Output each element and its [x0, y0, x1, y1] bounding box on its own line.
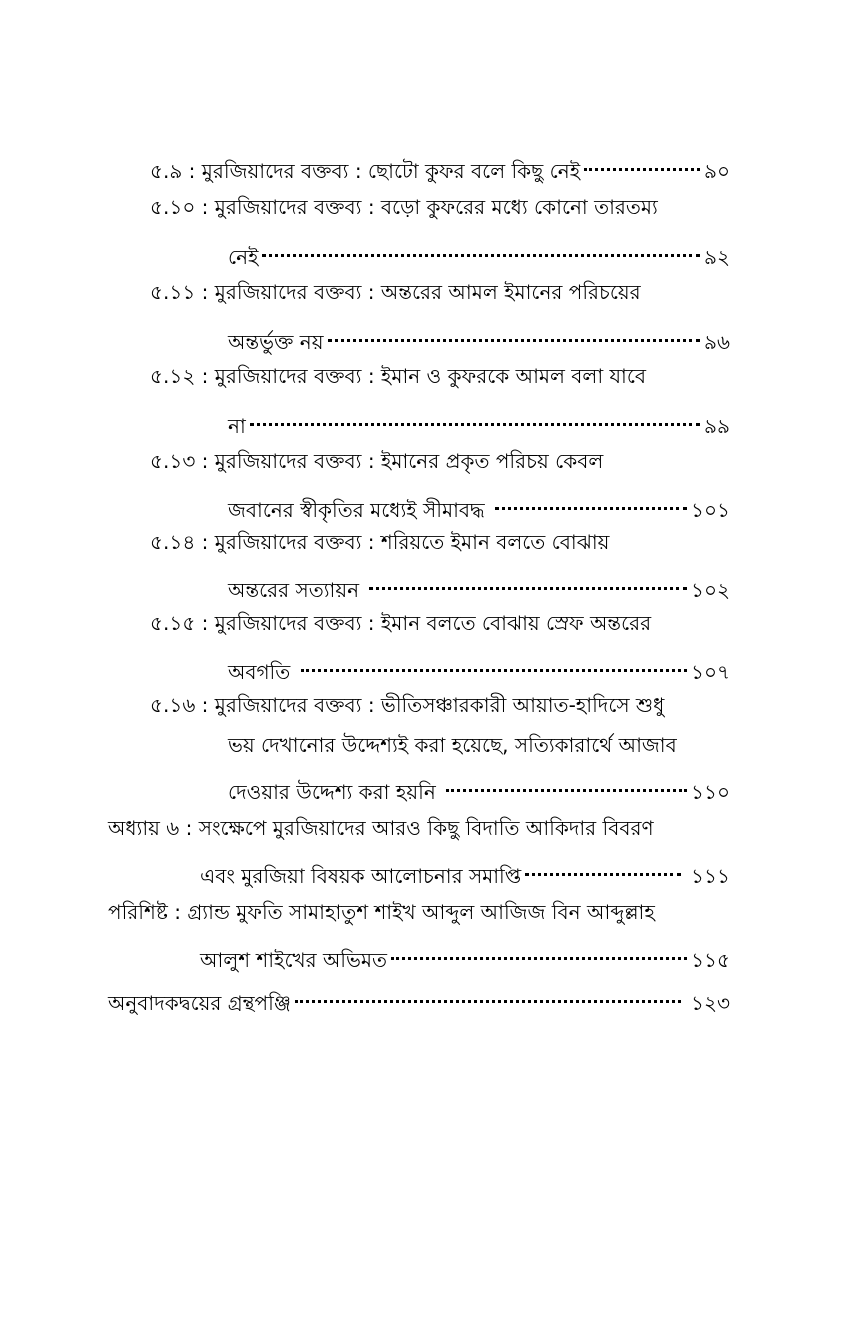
- toc-page-number: ১২৩: [684, 991, 730, 1015]
- toc-line: [150, 446, 730, 476]
- toc-line: [150, 192, 730, 222]
- toc-line: [228, 567, 730, 602]
- toc-entry-title-continued: ভয় দেখানোর উদ্দেশ্যই করা হয়েছে, সত্যিকারার্থে আজাব: [228, 733, 677, 757]
- toc-page-number: ৯০: [704, 159, 730, 183]
- toc-entry-label: ৫.১১ :: [150, 280, 215, 304]
- toc-entry-title-continued: আলুশ শাইখের অভিমত: [200, 948, 388, 972]
- dot-leader: [262, 234, 700, 264]
- toc-entry-title-continued: জবানের স্বীকৃতির মধ্যেই সীমাবদ্ধ: [228, 498, 492, 522]
- toc-entry-title: মুরজিয়াদের বক্তব্য : ছোটো কুফর বলে কিছু নেই: [201, 159, 581, 183]
- toc-page-number: ১০৭: [691, 660, 730, 684]
- toc-entry-label: ৫.১৪ :: [150, 530, 215, 554]
- toc-entry-title: মুরজিয়াদের বক্তব্য : ভীতিসঞ্চারকারী আয়াত-হাদিসে শুধু: [214, 693, 665, 717]
- toc-entry-label: ৫.১০ :: [150, 195, 215, 219]
- toc-page-number: ১০১: [691, 498, 730, 522]
- toc-entry-title-continued: না: [228, 414, 246, 438]
- toc-entry-label: ৫.৯ :: [150, 159, 202, 183]
- toc-line: [108, 980, 730, 1015]
- dot-leader: [250, 403, 700, 433]
- toc-line: [150, 361, 730, 391]
- toc-line: [150, 608, 730, 638]
- toc-entry-title-continued: দেওয়ার উদ্দেশ্য করা হয়নি: [228, 780, 443, 804]
- toc-line: [200, 853, 730, 888]
- toc-entry-label: ৫.১৫ :: [150, 611, 215, 635]
- toc-entry-title-continued: নেই: [228, 245, 259, 269]
- dot-leader: [525, 853, 680, 883]
- toc-line: [228, 730, 730, 760]
- toc-entry-title: মুরজিয়াদের বক্তব্য : ইমানের প্রকৃত পরিচয় কেবল: [214, 449, 604, 473]
- toc-entry-title-continued: এবং মুরজিয়া বিষয়ক আলোচনার সমাপ্তি: [200, 864, 522, 888]
- toc-entry-title: মুরজিয়াদের বক্তব্য : বড়ো কুফরের মধ্যে কোনো তারতম্য: [214, 195, 658, 219]
- toc-page-number: ১১১: [684, 864, 730, 888]
- toc-page-number: ১০২: [691, 578, 730, 602]
- toc-entry-title: মুরজিয়াদের বক্তব্য : শরিয়তে ইমান বলতে বোঝায়: [214, 530, 610, 554]
- dot-leader: [369, 567, 687, 597]
- toc-line: [228, 649, 730, 684]
- toc-entry-label: ৫.১২ :: [150, 364, 215, 388]
- dot-leader: [391, 937, 687, 967]
- toc-line: [150, 690, 730, 720]
- toc-entry-label: ৫.১৬ :: [150, 693, 215, 717]
- toc-entry-title: অনুবাদকদ্বয়ের গ্রন্থপঞ্জি: [108, 991, 291, 1015]
- toc-line: [228, 319, 730, 354]
- toc-page-number: ৯৯: [704, 414, 730, 438]
- toc-line: [200, 937, 730, 972]
- dot-leader: [328, 319, 701, 349]
- toc-page-number: ৯২: [704, 245, 730, 269]
- toc-entry-title: মুরজিয়াদের বক্তব্য : ইমান বলতে বোঝায় স্রেফ অন্তরের: [214, 611, 652, 635]
- toc-page-number: ১১০: [691, 780, 730, 804]
- dot-leader: [584, 148, 700, 178]
- dot-leader: [446, 769, 687, 799]
- toc-entry-label: ৫.১৩ :: [150, 449, 215, 473]
- toc-line: [150, 148, 730, 183]
- toc-entry-label: অধ্যায় ৬ :: [108, 816, 199, 840]
- toc-line: [228, 403, 730, 438]
- toc-entry-title-continued: অন্তর্ভুক্ত নয়: [228, 330, 324, 354]
- dot-leader: [295, 980, 681, 1010]
- toc-line: [228, 234, 730, 269]
- dot-leader: [301, 649, 687, 679]
- toc-entry-title: সংক্ষেপে মুরজিয়াদের আরও কিছু বিদাতি আকিদার বিবরণ: [198, 816, 654, 840]
- toc-entry-title: মুরজিয়াদের বক্তব্য : ইমান ও কুফরকে আমল বলা যাবে: [214, 364, 646, 388]
- toc-line: [108, 813, 730, 843]
- toc-line: [228, 769, 730, 804]
- toc-entry-title: মুরজিয়াদের বক্তব্য : অন্তরের আমল ইমানের পরিচয়ের: [214, 280, 641, 304]
- toc-page-number: ৯৬: [704, 330, 730, 354]
- toc-entry-label: পরিশিষ্ট :: [108, 900, 188, 924]
- toc-line: [108, 897, 730, 927]
- dot-leader: [495, 487, 687, 517]
- toc-line: [150, 527, 730, 557]
- toc-entry-title-continued: অন্তরের সত্যায়ন: [228, 578, 366, 602]
- toc-line: [150, 277, 730, 307]
- toc-line: [228, 487, 730, 522]
- toc-entry-title: গ্র্যান্ড মুফতি সামাহাতুশ শাইখ আব্দুল আজিজ বিন আব্দুল্লাহ: [187, 900, 655, 924]
- toc-entry-title-continued: অবগতি: [228, 660, 297, 684]
- toc-page-number: ১১৫: [691, 948, 730, 972]
